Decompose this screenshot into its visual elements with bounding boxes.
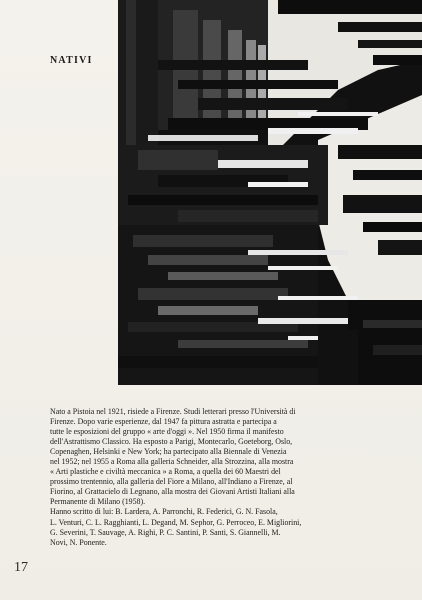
page-number: 17	[14, 560, 28, 575]
biography-line: Hanno scritto di lui: B. Lardera, A. Parronchi, R. Federici, G. N. Fasola,	[50, 507, 278, 517]
biography-line: « Arti plastiche e civiltà meccanica » a Roma, a quella dei 60 Maestri del	[50, 467, 281, 477]
biography-line: Nato a Pistoia nel 1921, risiede a Firenze. Studi letterari presso l'Università di	[50, 407, 296, 416]
artwork-image	[118, 0, 422, 385]
biography-line: L. Venturi, C. L. Ragghianti, L. Degand, M. Sephor, G. Perroceo, E. Migliorini,	[50, 517, 302, 527]
biography-line: prossimo trentennio, alla galleria del Fiore a Milano, all'Indiano a Firenze, al	[50, 477, 293, 487]
biography-line: Firenze. Dopo varie esperienze, dal 1947 fa pittura astratta e partecipa a	[50, 417, 277, 427]
biography-line: Permanente di Milano (1958).	[50, 497, 146, 507]
artist-name: NATIVI	[50, 55, 93, 66]
biography-line: Novi, N. Ponente.	[50, 537, 107, 547]
artist-biography	[50, 407, 395, 548]
biography-line: Copenaghen, Helsinki e New York; ha partecipato alla Biennale di Venezia	[50, 447, 287, 457]
biography-line: tutte le esposizioni del gruppo « arte d'oggi ». Nel 1950 firma il manifesto	[50, 427, 284, 437]
biography-line: G. Severini, T. Sauvage, A. Righi, P. C. Santini, P. Santi, S. Giannelli, M.	[50, 527, 281, 537]
biography-line: Fiorino, al Grattacielo di Legnano, alla mostra dei Giovani Artisti Italiani alla	[50, 487, 295, 497]
biography-line: dell'Astrattismo Classico. Ha esposto a Parigi, Montecarlo, Goeteborg, Oslo,	[50, 437, 293, 447]
abstract-painting-icon	[118, 0, 422, 385]
biography-line: nel 1952; nel 1955 a Roma alla galleria Schneider, alla Strozzina, alla mostra	[50, 457, 294, 467]
